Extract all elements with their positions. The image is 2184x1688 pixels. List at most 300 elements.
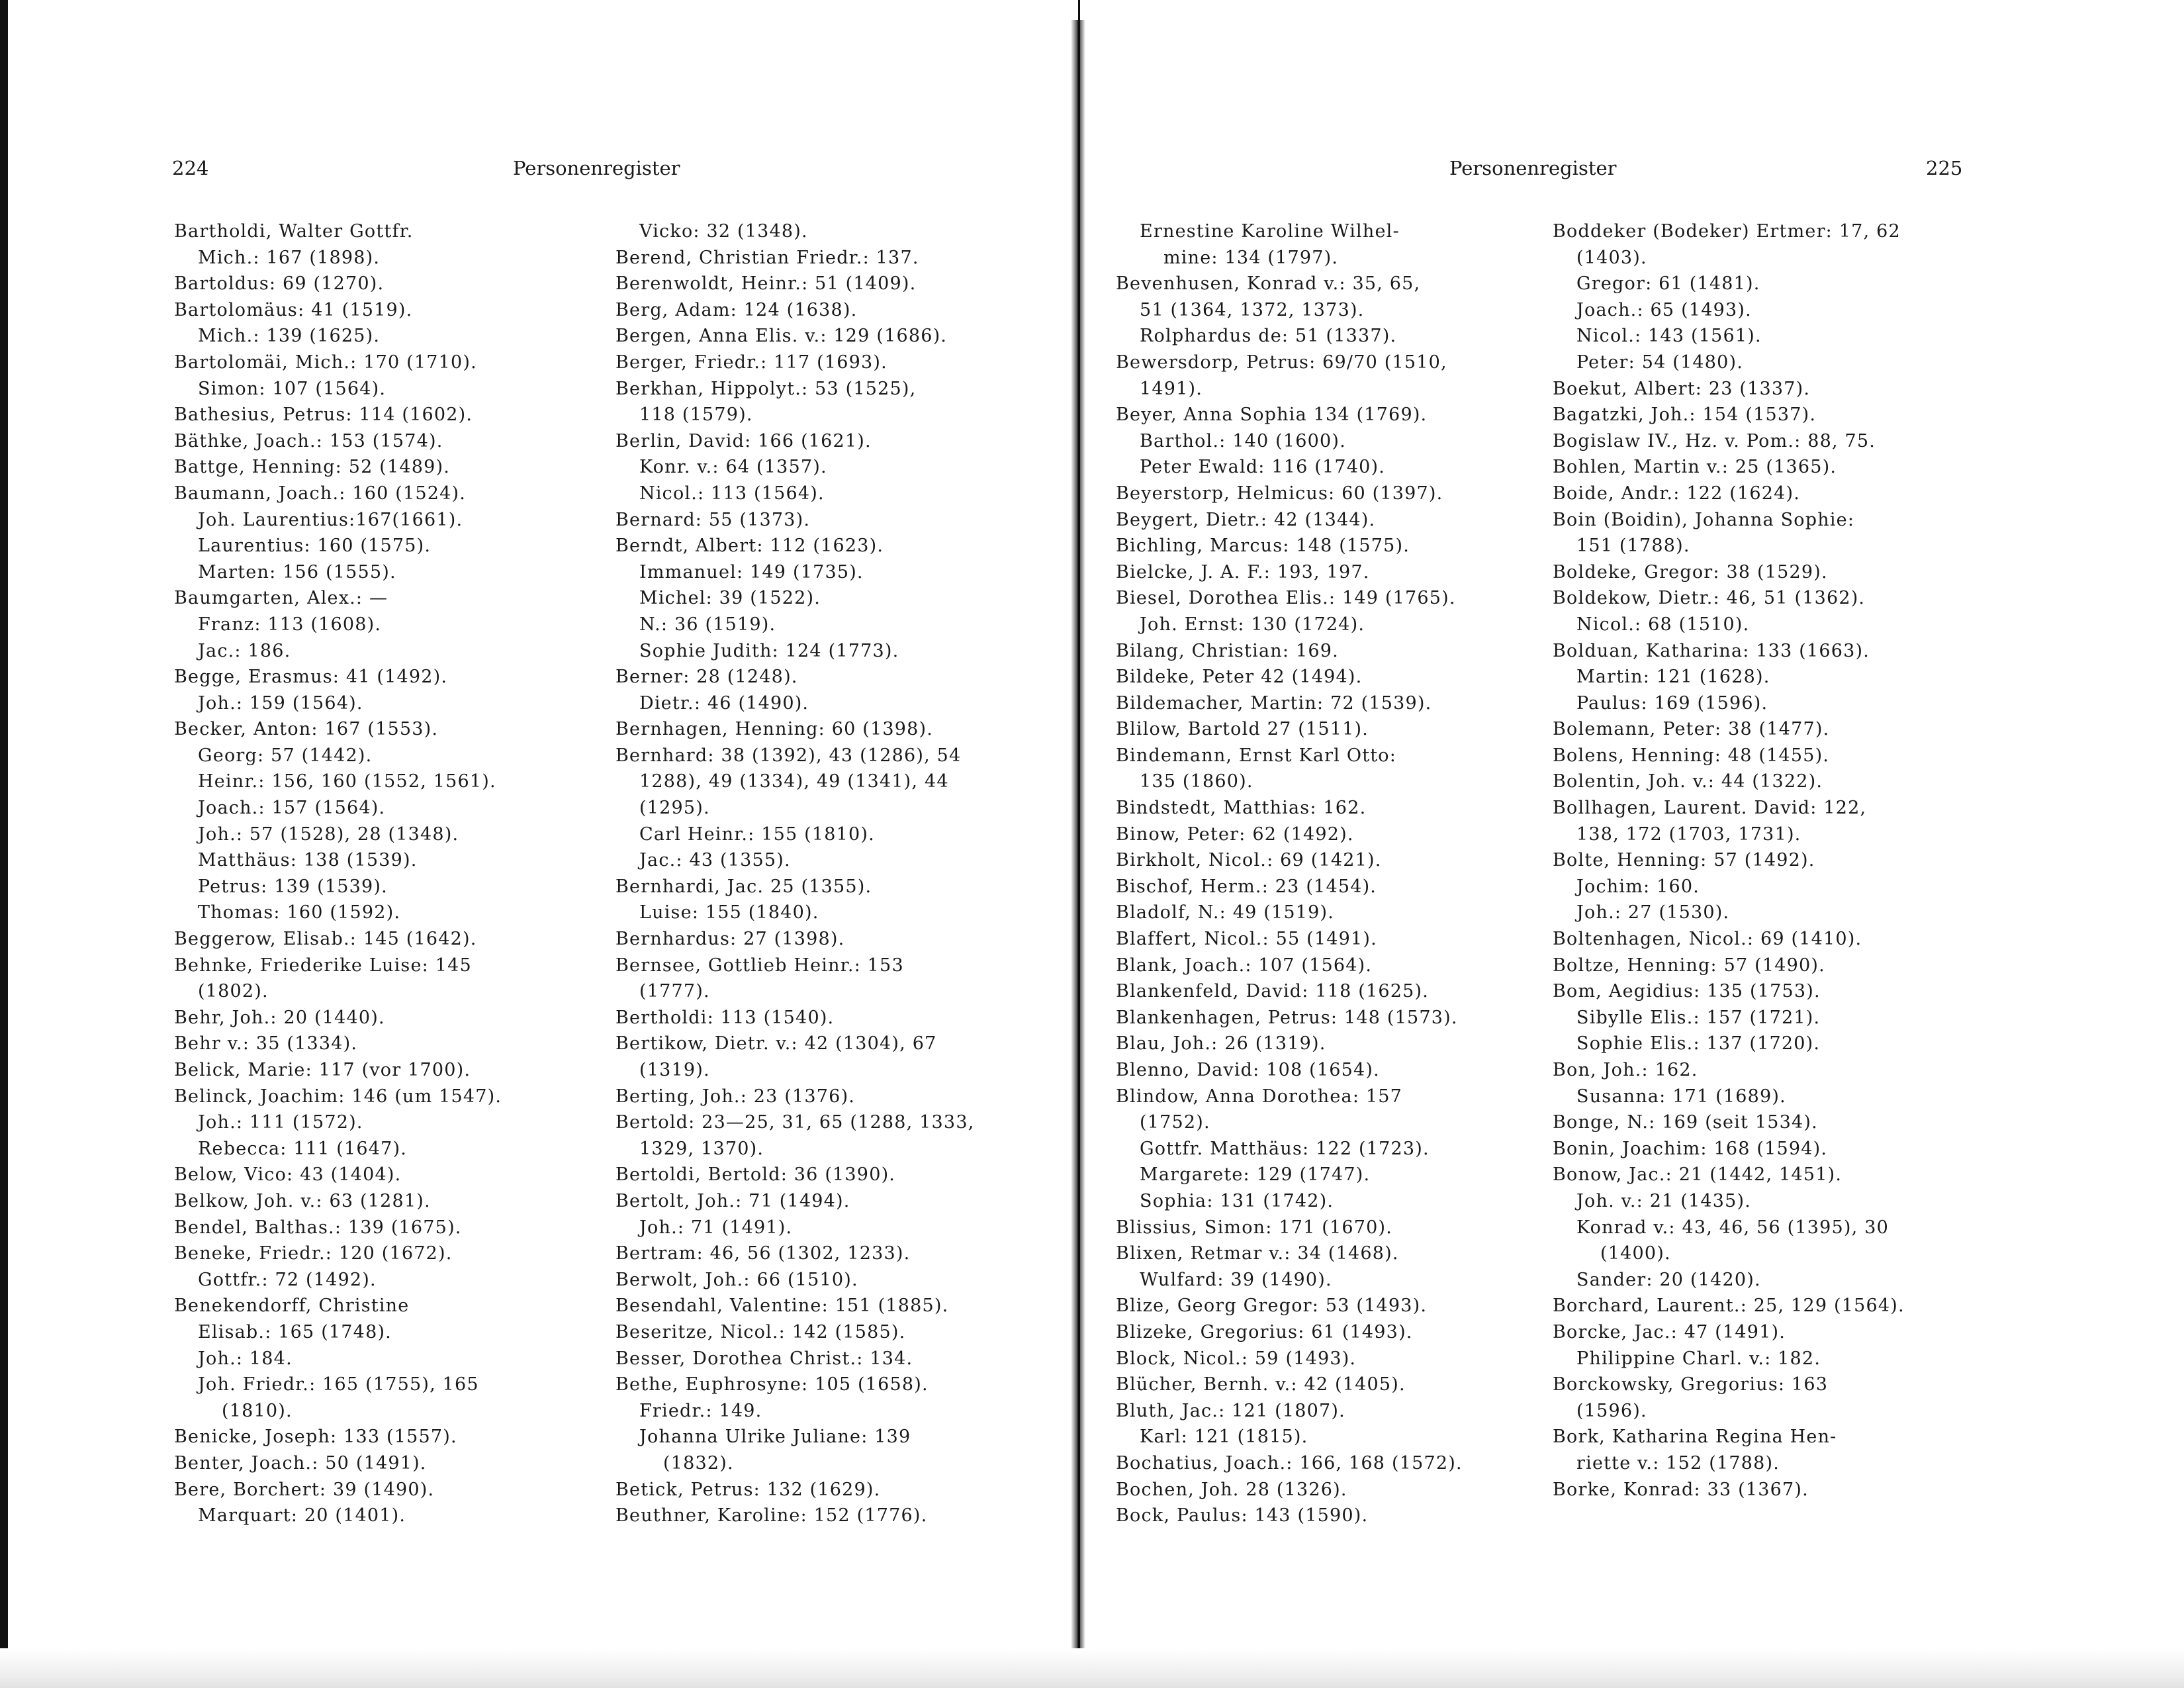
left-page-column-2 [615,218,974,1529]
register-entry [615,612,974,638]
register-entry [174,402,502,428]
register-entry [615,271,974,297]
register-entry [1553,690,1905,717]
register-entry [174,323,502,350]
entry-line: Immanuel: 149 (1735). [639,561,864,583]
entry-continuation-line: (1295). [639,798,710,819]
right-running-head: Personenregister [1449,157,1617,179]
entry-line: Joh.: 27 (1530). [1576,902,1730,923]
entry-line: Boldeke, Gregor: 38 (1529). [1553,561,1828,583]
register-entry [174,1031,502,1057]
entry-continuation-line: 1288), 49 (1334), 49 (1341), 44 [639,771,949,792]
register-entry [174,481,502,507]
register-entry [1553,900,1905,926]
entry-line: Paulus: 169 (1596). [1576,692,1768,714]
register-entry [1116,1215,1463,1241]
entry-line: Blaffert, Nicol.: 55 (1491). [1116,929,1377,950]
register-entry [615,1215,974,1241]
entry-line: Bertold: 23—25, 31, 65 (1288, 1333, [615,1112,975,1133]
register-entry [615,376,974,428]
entry-line: Blindow, Anna Dorothea: 157 [1116,1086,1403,1107]
register-entry [174,1057,502,1084]
entry-line: Jac.: 186. [198,640,291,661]
entry-line: Bernhard: 38 (1392), 43 (1286), 54 [615,745,962,766]
register-entry [174,1084,502,1110]
entry-line: Margarete: 129 (1747). [1140,1164,1371,1186]
entry-line: Bevenhusen, Konrad v.: 35, 65, [1116,273,1421,295]
register-entry [1553,1293,1905,1319]
entry-line: Joh. Friedr.: 165 (1755), 165 [198,1374,479,1395]
entry-line: Barthol.: 140 (1600). [1140,430,1346,451]
register-entry [1116,350,1463,402]
register-entry [615,559,974,586]
entry-line: Bildemacher, Martin: 72 (1539). [1116,692,1432,714]
register-entry [174,1372,502,1424]
register-entry [174,271,502,297]
entry-continuation-line: Elisab.: 165 (1748). [198,1321,392,1342]
register-entry [174,1005,502,1031]
register-entry [1116,1162,1463,1188]
register-entry [1553,1372,1905,1424]
entry-line: Borckowsky, Gregorius: 163 [1553,1374,1829,1395]
entry-line: Becker, Anton: 167 (1553). [174,719,439,740]
entry-line: Beneke, Friedr.: 120 (1672). [174,1243,453,1264]
register-entry [1553,612,1905,638]
register-entry [1116,1477,1463,1503]
register-entry [174,847,502,874]
entry-line: Joh. Laurentius:167(1661). [198,509,463,530]
entry-line: Bernhagen, Henning: 60 (1398). [615,719,934,740]
entry-line: Beseritze, Nicol.: 142 (1585). [615,1321,906,1342]
register-entry [615,743,974,821]
entry-continuation-line: (1403). [1576,247,1647,268]
entry-line: Boddeker (Bodeker) Ertmer: 17, 62 [1553,221,1901,242]
entry-line: Bergen, Anna Elis. v.: 129 (1686). [615,326,948,347]
entry-continuation-line: (1319). [639,1060,710,1080]
entry-line: Beggerow, Elisab.: 145 (1642). [174,929,477,950]
register-entry [1553,1319,1905,1346]
entry-line: Sophie Judith: 124 (1773). [639,640,899,661]
register-entry [174,1424,502,1450]
register-entry [615,218,974,245]
register-entry [615,323,974,350]
register-entry [615,481,974,507]
entry-line: Benekendorff, Christine [174,1295,410,1317]
entry-line: Bolemann, Peter: 38 (1477). [1553,719,1830,740]
register-entry [174,297,502,324]
register-entry [1553,716,1905,743]
register-entry [174,953,502,1005]
register-entry [615,900,974,926]
entry-line: Konrad v.: 43, 46, 56 (1395), 30 [1576,1217,1889,1238]
right-page-column-1 [1116,218,1463,1529]
entry-line: Battge, Henning: 52 (1489). [174,457,451,478]
entry-line: Below, Vico: 43 (1404). [174,1164,402,1186]
entry-continuation-line: 51 (1364, 1372, 1373). [1140,299,1365,320]
entry-line: Boltze, Henning: 57 (1490). [1553,955,1825,976]
entry-line: Bohlen, Martin v.: 25 (1365). [1553,457,1837,478]
entry-line: Bilang, Christian: 169. [1116,640,1339,661]
register-entry [174,716,502,743]
entry-line: Petrus: 139 (1539). [198,876,388,897]
register-entry [1116,559,1463,586]
register-entry [1116,795,1463,821]
entry-line: Bartholdi, Walter Gottfr. [174,221,414,242]
register-entry [1116,1136,1463,1162]
entry-line: Bindemann, Ernst Karl Otto: [1116,745,1397,766]
register-entry [1553,454,1905,481]
entry-line: Bonge, N.: 169 (seit 1534). [1553,1112,1818,1133]
register-entry [1116,1346,1463,1372]
entry-line: Beyer, Anna Sophia 134 (1769). [1116,404,1428,426]
entry-line: Belinck, Joachim: 146 (um 1547). [174,1086,502,1107]
left-page-column-1 [174,218,502,1529]
entry-line: Michel: 39 (1522). [639,588,821,609]
entry-line: Sophia: 131 (1742). [1140,1190,1334,1211]
entry-line: Baumann, Joach.: 160 (1524). [174,483,466,504]
register-entry [615,297,974,324]
register-entry [615,664,974,690]
register-entry [615,953,974,1005]
entry-line: Beuthner, Karoline: 152 (1776). [615,1505,928,1526]
entry-line: Belkow, Joh. v.: 63 (1281). [174,1190,431,1211]
entry-line: Karl: 121 (1815). [1140,1427,1308,1448]
register-entry [174,1293,502,1345]
entry-line: Besendahl, Valentine: 151 (1885). [615,1295,949,1317]
register-entry [615,245,974,271]
entry-line: Susanna: 171 (1689). [1576,1086,1786,1107]
entry-line: Besser, Dorothea Christ.: 134. [615,1348,913,1369]
entry-continuation-line: (1777). [639,981,710,1002]
register-entry [1553,1057,1905,1084]
register-entry [174,1346,502,1372]
entry-line: Block, Nicol.: 59 (1493). [1116,1348,1357,1369]
entry-line: Nicol.: 113 (1564). [639,483,825,504]
entry-line: Blau, Joh.: 26 (1319). [1116,1033,1326,1055]
register-entry [1553,323,1905,350]
register-entry [1116,716,1463,743]
register-entry [1553,271,1905,297]
register-entry [1116,533,1463,559]
register-entry [1553,874,1905,900]
register-entry [615,1188,974,1215]
register-entry [174,1503,502,1529]
register-entry [174,769,502,795]
register-entry [1116,1503,1463,1529]
register-entry [1116,1319,1463,1346]
entry-line: Blizeke, Gregorius: 61 (1493). [1116,1321,1413,1342]
entry-line: Berndt, Albert: 112 (1623). [615,536,884,557]
register-entry [1116,612,1463,638]
entry-line: Berwolt, Joh.: 66 (1510). [615,1269,858,1290]
register-entry [1553,1267,1905,1293]
register-entry [615,1031,974,1083]
register-entry [174,428,502,455]
entry-line: Bon, Joh.: 162. [1553,1060,1698,1080]
entry-continuation-line: (1832). [663,1452,734,1474]
entry-line: Berlin, David: 166 (1621). [615,430,872,451]
entry-line: Blücher, Bernh. v.: 42 (1405). [1116,1374,1406,1395]
register-entry [174,795,502,821]
entry-line: Jac.: 43 (1355). [639,850,791,871]
register-entry [615,638,974,665]
register-entry [615,1109,974,1162]
entry-line: Bertolt, Joh.: 71 (1494). [615,1190,850,1211]
register-entry [1116,821,1463,848]
register-entry [174,900,502,926]
entry-line: Beyerstorp, Helmicus: 60 (1397). [1116,483,1443,504]
register-entry [1116,978,1463,1005]
entry-line: Martin: 121 (1628). [1576,667,1770,688]
register-entry [1116,690,1463,717]
register-entry [1116,1031,1463,1057]
entry-line: Bertoldi, Bertold: 36 (1390). [615,1164,896,1186]
entry-continuation-line: 135 (1860). [1140,771,1253,792]
entry-line: Gottfr. Matthäus: 122 (1723). [1140,1138,1430,1159]
entry-line: Bartolomäus: 41 (1519). [174,299,413,320]
register-entry [1116,1450,1463,1477]
register-entry [174,1450,502,1477]
entry-line: Bertholdi: 113 (1540). [615,1007,835,1028]
entry-continuation-line: 1329, 1370). [639,1138,764,1159]
entry-line: Bischof, Herm.: 23 (1454). [1116,876,1377,897]
register-entry [615,821,974,848]
entry-line: Bertram: 46, 56 (1302, 1233). [615,1243,911,1264]
entry-line: Bernard: 55 (1373). [615,509,811,530]
entry-line: Beygert, Dietr.: 42 (1344). [1116,509,1376,530]
register-entry [174,743,502,769]
entry-line: Blissius, Simon: 171 (1670). [1116,1217,1393,1238]
register-entry [615,1005,974,1031]
register-entry [615,716,974,743]
entry-continuation-line: riette v.: 152 (1788). [1576,1452,1780,1474]
entry-line: Begge, Erasmus: 41 (1492). [174,667,448,688]
entry-line: Marquart: 20 (1401). [198,1505,406,1526]
entry-line: Bewersdorp, Petrus: 69/70 (1510, [1116,352,1447,373]
entry-line: Joach.: 157 (1564). [198,798,386,819]
entry-line: Konr. v.: 64 (1357). [639,457,827,478]
entry-line: Bogislaw IV., Hz. v. Pom.: 88, 75. [1553,430,1876,451]
register-entry [1553,1136,1905,1162]
entry-line: Berger, Friedr.: 117 (1693). [615,352,887,373]
entry-continuation-line: 1491). [1140,378,1203,399]
entry-continuation-line: mine: 134 (1797). [1163,247,1339,268]
entry-line: Blankenfeld, David: 118 (1625). [1116,981,1430,1002]
register-entry [1116,900,1463,926]
register-entry [1116,664,1463,690]
entry-line: Carl Heinr.: 155 (1810). [639,823,875,845]
register-entry [174,821,502,848]
right-page-number: 225 [1926,157,1963,179]
entry-line: Bernhardi, Jac. 25 (1355). [615,876,872,897]
register-entry [1116,218,1463,271]
register-entry [615,874,974,900]
register-entry [1553,978,1905,1005]
register-entry [1553,1424,1905,1476]
entry-line: Peter: 54 (1480). [1576,352,1744,373]
entry-line: Berenwoldt, Heinr.: 51 (1409). [615,273,917,295]
entry-continuation-line: (1802). [198,981,269,1002]
register-entry [1116,507,1463,534]
entry-line: Nicol.: 68 (1510). [1576,614,1750,635]
register-entry [1553,507,1905,559]
register-entry [615,926,974,953]
entry-line: Boekut, Albert: 23 (1337). [1553,378,1811,399]
entry-line: Boldekow, Dietr.: 46, 51 (1362). [1553,588,1866,609]
entry-line: Bethe, Euphrosyne: 105 (1658). [615,1374,929,1395]
entry-line: Matthäus: 138 (1539). [198,850,418,871]
entry-line: Binow, Peter: 62 (1492). [1116,823,1354,845]
entry-line: Simon: 107 (1564). [198,378,387,399]
entry-line: Borchard, Laurent.: 25, 129 (1564). [1553,1295,1905,1317]
register-entry [1116,402,1463,428]
entry-line: Nicol.: 143 (1561). [1576,326,1762,347]
register-entry [1553,795,1905,847]
entry-line: Bork, Katharina Regina Hen- [1553,1427,1837,1448]
register-entry [174,559,502,586]
register-entry [1553,1031,1905,1057]
register-entry [1553,953,1905,979]
register-entry [1116,1241,1463,1267]
entry-line: Franz: 113 (1608). [198,614,382,635]
entry-line: Birkholt, Nicol.: 69 (1421). [1116,850,1382,871]
entry-line: Bindstedt, Matthias: 162. [1116,798,1367,819]
register-entry [1553,350,1905,376]
register-entry [1116,847,1463,874]
entry-line: Bonow, Jac.: 21 (1442, 1451). [1553,1164,1843,1186]
entry-line: Joh.: 71 (1491). [639,1217,793,1238]
entry-line: Sander: 20 (1420). [1576,1269,1761,1290]
entry-line: Bladolf, N.: 49 (1519). [1116,902,1335,923]
entry-line: Behnke, Friederike Luise: 145 [174,955,472,976]
entry-line: Johanna Ulrike Juliane: 139 [639,1427,911,1448]
right-page-column-2 [1553,218,1905,1503]
entry-line: Sophie Elis.: 137 (1720). [1576,1033,1821,1055]
entry-line: Bonin, Joachim: 168 (1594). [1553,1138,1828,1159]
register-entry [1553,428,1905,455]
register-entry [174,690,502,717]
entry-line: Gregor: 61 (1481). [1576,273,1760,295]
entry-line: Laurentius: 160 (1575). [198,536,432,557]
entry-line: Blankenhagen, Petrus: 148 (1573). [1116,1007,1458,1028]
register-entry [174,1188,502,1215]
register-entry [1553,664,1905,690]
entry-continuation-line: (1752). [1140,1112,1210,1133]
register-entry [1116,1424,1463,1450]
entry-line: Boin (Boidin), Johanna Sophie: [1553,509,1855,530]
register-entry [1116,1084,1463,1136]
entry-continuation-line: 118 (1579). [639,404,753,426]
register-entry [1553,559,1905,586]
entry-line: Berend, Christian Friedr.: 137. [615,247,919,268]
register-entry [1116,953,1463,979]
entry-line: Joh.: 57 (1528), 28 (1348). [198,823,459,845]
entry-line: Friedr.: 149. [639,1400,762,1421]
entry-line: Bartoldus: 69 (1270). [174,273,385,295]
entry-line: Dietr.: 46 (1490). [639,692,809,714]
register-entry [174,1136,502,1162]
entry-line: Bolentin, Joh. v.: 44 (1322). [1553,771,1823,792]
register-entry [174,1162,502,1188]
entry-line: Bochatius, Joach.: 166, 168 (1572). [1116,1452,1463,1474]
register-entry [615,1503,974,1529]
entry-line: Heinr.: 156, 160 (1552, 1561). [198,771,496,792]
register-entry [1553,769,1905,795]
entry-line: Boltenhagen, Nicol.: 69 (1410). [1553,929,1862,950]
entry-line: Behr v.: 35 (1334). [174,1033,358,1055]
entry-line: Bäthke, Joach.: 153 (1574). [174,430,443,451]
register-entry [1553,1109,1905,1136]
left-running-head: Personenregister [513,157,680,179]
register-entry [174,376,502,402]
register-entry [1553,218,1905,271]
register-entry [1116,743,1463,795]
entry-line: Bolte, Henning: 57 (1492). [1553,850,1815,871]
register-entry [1116,271,1463,323]
register-entry [1553,585,1905,612]
register-entry [1116,454,1463,481]
entry-line: Georg: 57 (1442). [198,745,373,766]
entry-line: Peter Ewald: 116 (1740). [1140,457,1386,478]
entry-line: Bluth, Jac.: 121 (1807). [1116,1400,1345,1421]
left-page-number: 224 [172,157,209,179]
register-entry [1116,1005,1463,1031]
entry-line: Bendel, Balthas.: 139 (1675). [174,1217,462,1238]
entry-line: Wulfard: 39 (1490). [1140,1269,1332,1290]
register-entry [1553,1005,1905,1031]
register-entry [1553,1346,1905,1372]
register-entry [1116,926,1463,953]
register-entry [615,1162,974,1188]
register-entry [174,1267,502,1293]
entry-continuation-line: (1810). [222,1400,293,1421]
register-entry [1553,376,1905,402]
scan-left-edge [0,0,8,1688]
register-entry [1553,1188,1905,1215]
entry-line: Joh.: 111 (1572). [198,1112,363,1133]
entry-line: Sibylle Elis.: 157 (1721). [1576,1007,1821,1028]
entry-continuation-line: Mich.: 167 (1898). [198,247,381,268]
entry-line: Bernsee, Gottlieb Heinr.: 153 [615,955,904,976]
register-entry [174,1215,502,1241]
register-entry [615,454,974,481]
entry-line: Bock, Paulus: 143 (1590). [1116,1505,1369,1526]
register-entry [615,1241,974,1267]
register-entry [1553,402,1905,428]
entry-line: Blixen, Retmar v.: 34 (1468). [1116,1243,1399,1264]
entry-line: Biesel, Dorothea Elis.: 149 (1765). [1116,588,1456,609]
register-entry [615,1346,974,1372]
register-entry [615,1372,974,1398]
register-entry [174,1241,502,1267]
register-entry [1116,874,1463,900]
entry-line: Bielcke, J. A. F.: 193, 197. [1116,561,1370,583]
entry-line: Baumgarten, Alex.: — [174,588,388,609]
register-entry [1116,1267,1463,1293]
register-entry [1553,638,1905,665]
register-entry [1553,1477,1905,1503]
register-entry [174,638,502,665]
entry-line: Blilow, Bartold 27 (1511). [1116,719,1369,740]
entry-line: Thomas: 160 (1592). [198,902,401,923]
entry-line: N.: 36 (1519). [639,614,776,635]
entry-line: Belick, Marie: 117 (vor 1700). [174,1060,471,1080]
register-entry [1116,585,1463,612]
entry-line: Joh. v.: 21 (1435). [1576,1190,1752,1211]
entry-line: Bolens, Henning: 48 (1455). [1553,745,1830,766]
register-entry [174,507,502,534]
entry-line: Bollhagen, Laurent. David: 122, [1553,798,1867,819]
